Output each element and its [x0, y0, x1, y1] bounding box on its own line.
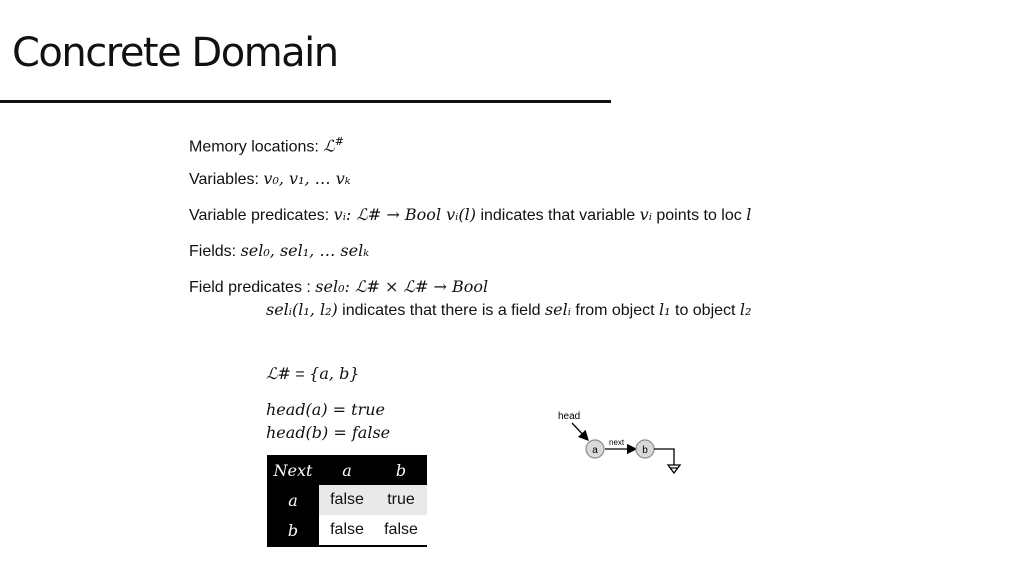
- field-predicates-l2: l₂: [739, 300, 752, 319]
- variables-label: Variables:: [189, 171, 264, 188]
- variables-line: [189, 169, 351, 190]
- variable-predicates-l: l: [746, 205, 752, 224]
- table-cell: false: [319, 515, 375, 546]
- field-predicates-to: to object: [670, 302, 740, 319]
- table-row-label: a: [267, 485, 319, 515]
- slide-title: Concrete Domain: [12, 30, 338, 76]
- next-relation-table: [267, 455, 427, 547]
- table-header-cell: a: [319, 455, 375, 485]
- variable-predicates-line: [189, 205, 751, 226]
- field-predicates-sel: selᵢ: [544, 300, 571, 319]
- field-predicates-from: from object: [570, 302, 660, 319]
- location-set-equals: =: [290, 366, 310, 383]
- location-set-value: {a, b}: [309, 364, 360, 383]
- memory-locations-label: Memory locations:: [189, 138, 324, 156]
- null-ground-icon: [668, 465, 680, 473]
- head-a-equation: head(a) = true: [266, 400, 386, 419]
- field-predicates-label: Field predicates :: [189, 279, 316, 296]
- next-label: next: [609, 438, 625, 447]
- variable-predicates-expression: vᵢ: ℒ# → Bool vᵢ(l): [333, 205, 476, 224]
- variable-predicates-vi: vᵢ: [639, 205, 652, 224]
- memory-locations-line: [189, 132, 344, 157]
- head-label: head: [558, 411, 581, 422]
- field-predicates-description: [266, 300, 751, 321]
- fields-expression: sel₀, sel₁, … selₖ: [240, 241, 370, 260]
- variable-predicates-tail: points to loc: [651, 207, 747, 224]
- variable-predicates-text: indicates that variable: [476, 207, 640, 224]
- linked-list-diagram: [550, 405, 700, 485]
- table-row-label: b: [267, 515, 319, 546]
- node-b-label: b: [642, 445, 648, 456]
- field-predicates-expression: sel₀: ℒ# × ℒ# → Bool: [315, 277, 489, 296]
- head-pointer-arrow: [572, 423, 588, 440]
- table-cell: true: [375, 485, 427, 515]
- location-set-symbol: ℒ#: [266, 364, 291, 383]
- table-cell: false: [375, 515, 427, 546]
- fields-line: [189, 241, 369, 262]
- field-predicates-line: [189, 277, 488, 298]
- field-predicates-l1: l₁: [659, 300, 671, 319]
- field-predicates-desc-text: indicates that there is a field: [337, 302, 545, 319]
- table-header-cell: b: [375, 455, 427, 485]
- variables-expression: v₀, v₁, … vₖ: [263, 169, 351, 188]
- memory-locations-sup: #: [334, 135, 345, 148]
- table-row: [267, 485, 427, 515]
- variable-predicates-label: Variable predicates:: [189, 207, 334, 224]
- memory-locations-symbol: ℒ: [323, 136, 335, 156]
- table-cell: false: [319, 485, 375, 515]
- table-header-cell: Next: [267, 455, 319, 485]
- location-set-line: [266, 364, 359, 385]
- table-header-row: [267, 455, 427, 485]
- field-predicates-sel-expression: selᵢ(l₁, l₂): [266, 300, 338, 319]
- node-a-label: a: [592, 445, 598, 456]
- null-pointer-line: [654, 449, 674, 465]
- head-b-equation: head(b) = false: [266, 423, 391, 442]
- title-underline: [0, 100, 611, 103]
- table-row: [267, 515, 427, 546]
- fields-label: Fields:: [189, 243, 241, 260]
